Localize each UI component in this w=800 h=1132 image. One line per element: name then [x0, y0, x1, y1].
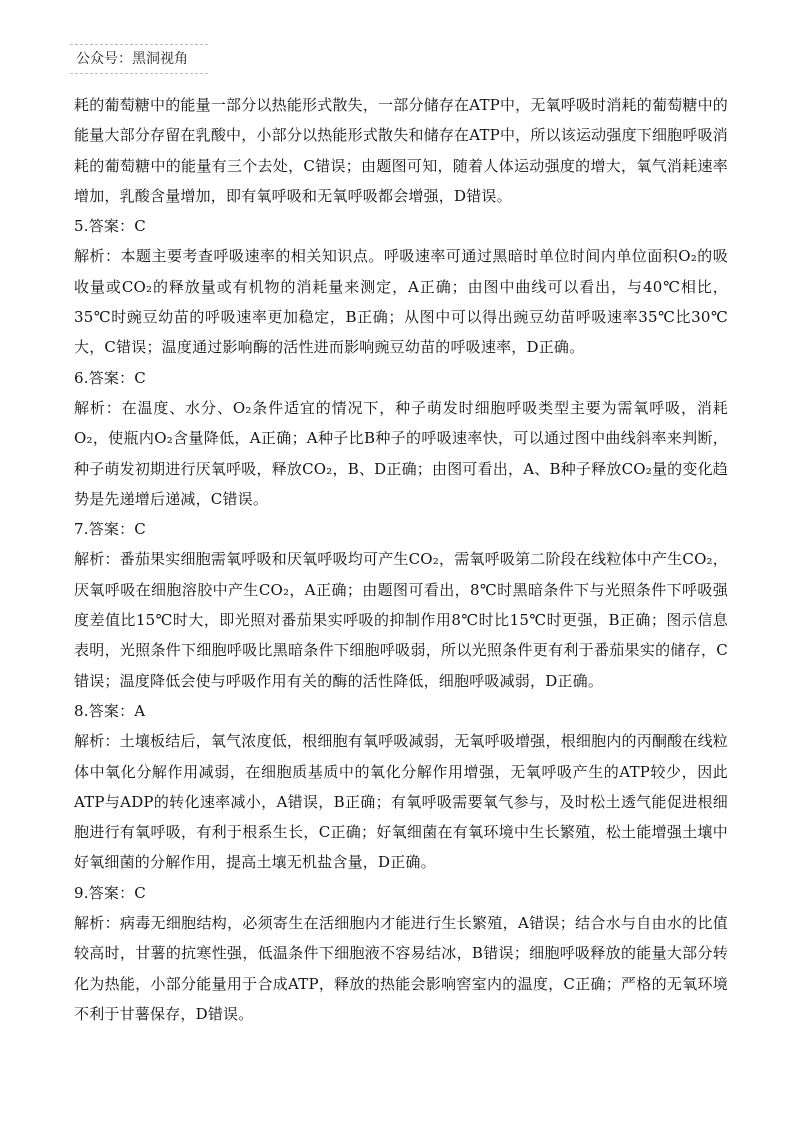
analysis-9: 解析：病毒无细胞结构，必须寄生在活细胞内才能进行生长繁殖，A错误；结合水与自由水的比值较高时，甘薯的抗寒性强，低温条件下细胞液不容易结冰，B错误；细胞呼吸释放的能量大部分转化为热能，小部分能量用于合成ATP，释放的热能会影响窖室内的温度，C正确；严格的无氧环境不利于甘薯保存，D错误。 [74, 914, 728, 1023]
answer-8: 8.答案：A [74, 701, 146, 720]
answer-analysis-body [74, 90, 728, 1029]
answer-6: 6.答案：C [74, 368, 146, 387]
answer-7: 7.答案：C [74, 520, 146, 539]
intro-paragraph: 耗的葡萄糖中的能量一部分以热能形式散失，一部分储存在ATP中，无氧呼吸时消耗的葡萄糖中的能量大部分存留在乳酸中，小部分以热能形式散失和储存在ATP中，所以该运动强度下细胞呼吸消耗的葡萄糖中的能量有三个去处，C错误；由题图可知，随着人体运动强度的增大，氧气消耗速率增加，乳酸含量增加，即有氧呼吸和无氧呼吸都会增强，D错误。 [74, 96, 728, 205]
answer-9: 9.答案：C [74, 883, 146, 902]
analysis-8: 解析：土壤板结后，氧气浓度低，根细胞有氧呼吸减弱，无氧呼吸增强，根细胞内的丙酮酸在线粒体中氧化分解作用减弱，在细胞质基质中的氧化分解作用增强，无氧呼吸产生的ATP较少，因此ATP与ADP的转化速率减小，A错误，B正确；有氧呼吸需要氧气参与，及时松土透气能促进根细胞进行有氧呼吸，有利于根系生长，C正确；好氧细菌在有氧环境中生长繁殖，松土能增强土壤中好氧细菌的分解作用，提高土壤无机盐含量，D正确。 [74, 732, 728, 872]
analysis-5: 解析：本题主要考查呼吸速率的相关知识点。呼吸速率可通过黑暗时单位时间内单位面积O₂的吸收量或CO₂的释放量或有机物的消耗量来测定，A正确；由图中曲线可以看出，与40℃相比，35℃时豌豆幼苗的呼吸速率更加稳定，B正确；从图中可以得出豌豆幼苗呼吸速率35℃比30℃大，C错误；温度通过影响酶的活性进而影响豌豆幼苗的呼吸速率，D正确。 [74, 247, 728, 357]
analysis-7: 解析：番茄果实细胞需氧呼吸和厌氧呼吸均可产生CO₂，需氧呼吸第二阶段在线粒体中产生CO₂，厌氧呼吸在细胞溶胶中产生CO₂，A正确；由题图可看出，8℃时黑暗条件下与光照条件下呼吸强度差值比15℃时大，即光照对番茄果实呼吸的抑制作用8℃时比15℃时更强，B正确；图示信息表明，光照条件下细胞呼吸比黑暗条件下细胞呼吸弱，所以光照条件更有利于番茄果实的储存，C错误；温度降低会使与呼吸作用有关的酶的活性降低，细胞呼吸减弱，D正确。 [74, 550, 728, 690]
watermark-header: 公众号：黑洞视角 [70, 44, 208, 74]
answer-5: 5.答案：C [74, 217, 146, 236]
analysis-6: 解析：在温度、水分、O₂条件适宜的情况下，种子萌发时细胞呼吸类型主要为需氧呼吸，消耗O₂，使瓶内O₂含量降低，A正确；A种子比B种子的呼吸速率快，可以通过图中曲线斜率来判断，种子萌发初期进行厌氧呼吸，释放CO₂，B、D正确；由图可看出，A、B种子释放CO₂量的变化趋势是先递增后递减，C错误。 [74, 398, 728, 508]
